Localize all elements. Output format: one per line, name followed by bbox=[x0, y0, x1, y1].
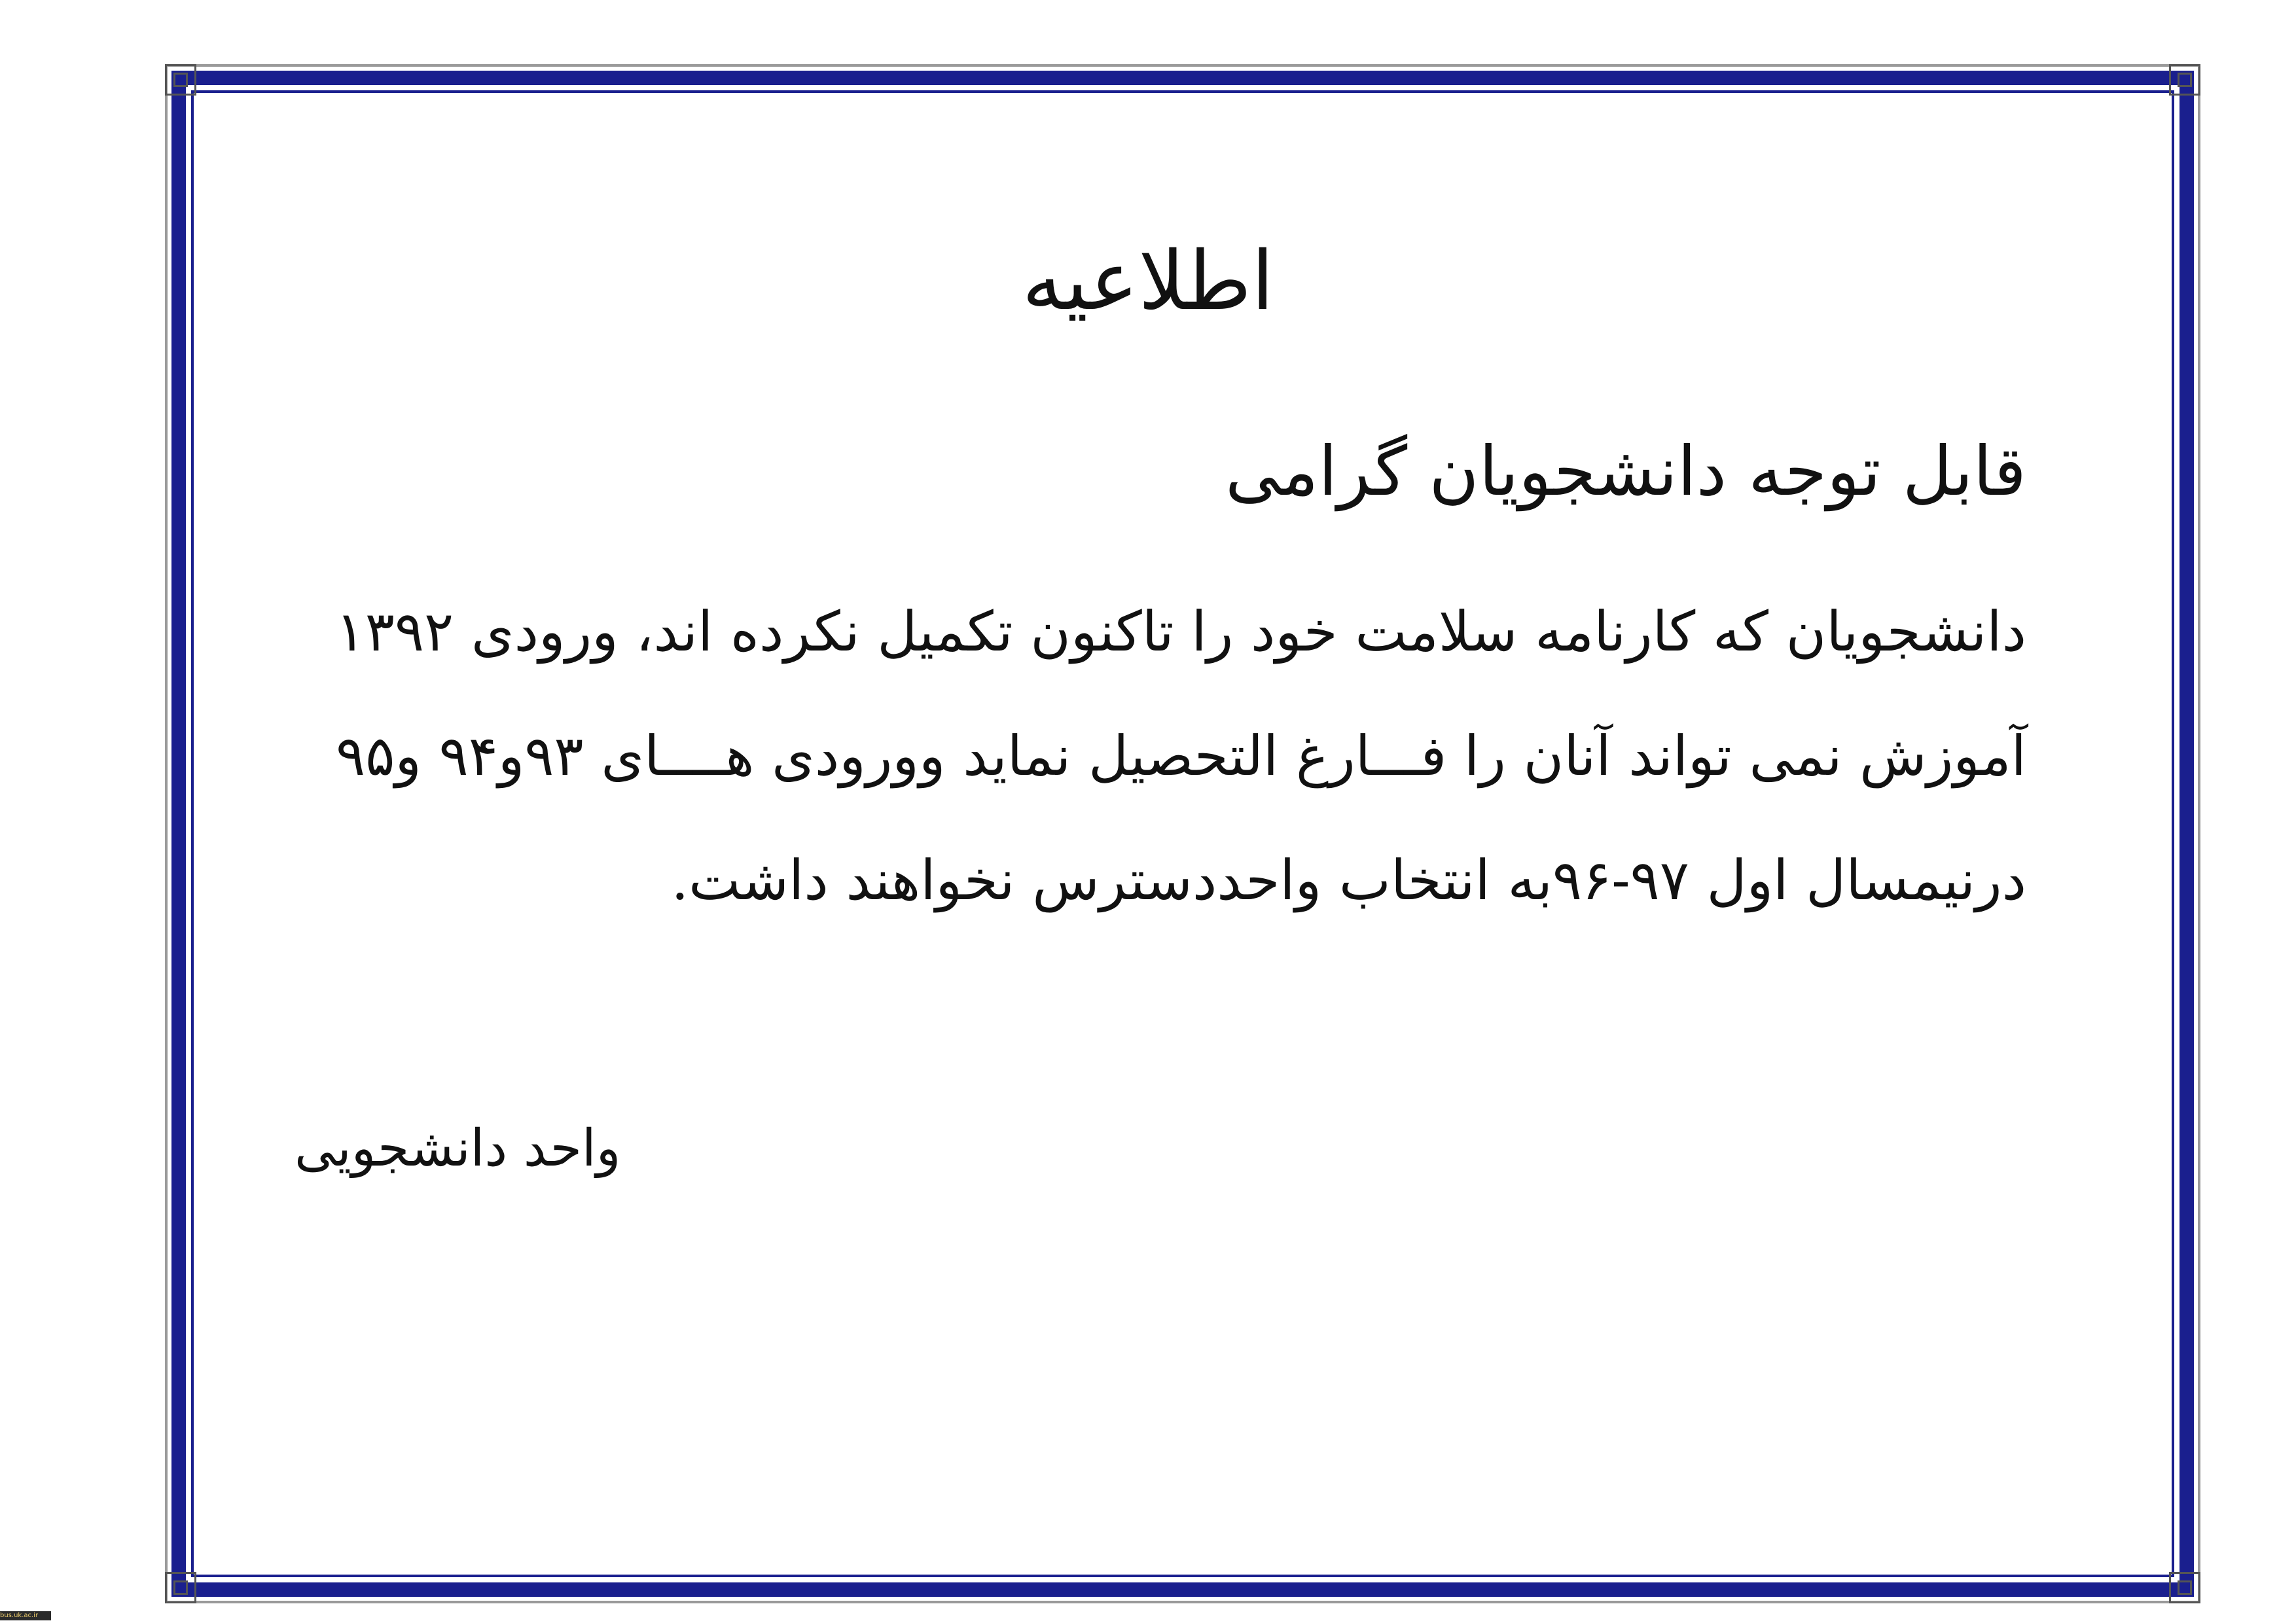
corner-ornament-bottom-left bbox=[165, 1572, 196, 1603]
body-line-2: آموزش نمی تواند آنان را فـــارغ التحصیل نماید وورودی هــــای ۹۳و۹۴ و۹۵ bbox=[336, 724, 2026, 788]
body-line-3: درنیمسال اول ۹۷-۹۶به انتخاب واحددسترس نخواهند داشت. bbox=[671, 848, 2026, 912]
notice-subtitle: قابل توجه دانشجویان گرامی bbox=[1225, 431, 2026, 511]
notice-signature: واحد دانشجویی bbox=[295, 1119, 621, 1178]
notice-title: اطلاعیه bbox=[1022, 234, 1274, 329]
corner-ornament-top-left bbox=[165, 64, 196, 96]
corner-ornament-top-right bbox=[2169, 64, 2200, 96]
body-line-1: دانشجویان که کارنامه سلامت خود را تاکنون تکمیل نکرده اند، ورودی ۱۳۹۲ bbox=[335, 599, 2026, 664]
corner-ornament-bottom-right bbox=[2169, 1572, 2200, 1603]
notice-body bbox=[259, 569, 2026, 942]
footer-stamp: bus.uk.ac.ir bbox=[0, 1611, 51, 1620]
